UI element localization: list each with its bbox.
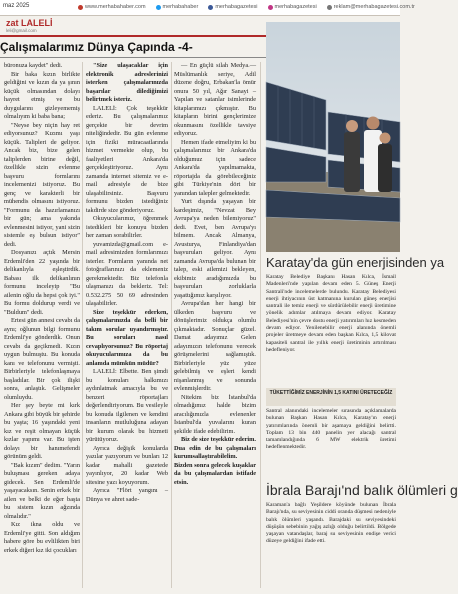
- website-link[interactable]: www.merhabahaber.com: [78, 4, 146, 10]
- column-divider: [82, 62, 83, 588]
- paragraph: — En güçlü silah Medya.— Müslümanlık seriye, Adil düzene doğru, Erbakan'la ömür onura 50 yıl, Ağır Sanayi – Yapılan ve satanlar isimlerinde kitaplarımızı çıkmıştır. Bu kitapların birini gençlerimize okunmasını özellikle tavsiye ediyoruz.: [174, 62, 256, 137]
- paragraph: Kız ikna oldu ve Erdemli'ye gitti. Son aldığım habere göre bu evlilikten biri erkek diğeri kız iki çocukları: [4, 521, 80, 554]
- story-body-continued: Santral alanındaki incelemeler sırasında açıklamalarda bulunan Başkan Hasan Kılca, Karatay'ın enerji yatırımlarında önemli bir aşamaya geldiğini belirtti. Toplam 13 bin 440 panelin yer alacağı santral tamamlandığında 6 MW elektrik üretimi hedeflenmektedir.: [266, 408, 396, 451]
- paragraph: Okuyucularımız, öğrenmek istedikleri bir konuyu bizden her zaman sorabilirler.: [86, 215, 168, 239]
- facebook-icon: [208, 5, 213, 10]
- news-story-dam: [266, 482, 458, 582]
- paragraph: Nitekim biz İstanbul'da olmadığımız halde bizim aracılığımızla evlenenler İstanbul'da yuvalarını kuran şekilde ifade edebilirim.: [174, 393, 256, 435]
- paragraph: Size teşekkür ederken, çalışmalarınızda da belli bir takım sorular uyandırmıştır. Bu soruları nasıl cevaplıyorsunuz? Bu röportaj okuyucularımıza da bu anlamda mümkün müdür?: [86, 308, 168, 367]
- article-column-1: [4, 62, 80, 590]
- paragraph: Ayrıca "Flört yangını – Dünya ve ahret sade-: [86, 487, 168, 503]
- paragraph: Biz de size teşekkür ederim. Dua edin de bu çalışmaları kurumsallaştırabilelim. Bizden sonra gelecek kuşaklar da bu çalışmalardan istifade etsin.: [174, 436, 256, 486]
- email-link[interactable]: reklam@merhabagazetesi.com.tr: [327, 4, 415, 10]
- paragraph: Hemen ifade etmeliyim ki bu çalışmalarımız bir Ankara'da olduğumuz için sadece Ankara'da yapılmamakta, röportajda da görebileceğiniz gibi Türkiye'nin dört bir yanından talepler gelmektedir.: [174, 138, 256, 197]
- column-divider: [260, 62, 261, 588]
- x-icon: [156, 5, 161, 10]
- column-divider: [171, 62, 172, 588]
- top-bar: [0, 0, 415, 16]
- paragraph: Dosyanızı açtık Mersin Erdemli'den 22 yaşında bir delikanlıyla eşleştirdik. Babası ilk delikanlının formunu inceleyip "Bu ailenin oğlu da hepsi çok iyi." Bu formu doldurup verdi ve "Buldum" dedi.: [4, 249, 80, 316]
- subheading-box: [266, 388, 396, 406]
- twitter-link[interactable]: merhabahaber: [156, 4, 199, 10]
- paragraph: Her şey beyte mi kırk Ankara gibi büyük bir şehirde bu yaşta; 16 yaşındaki yeni kız ve reşit olmayan küçük kızlar yapımı var. Bu işten dolayı bir hanımefendi görünüm geldi.: [4, 402, 80, 460]
- article-column-3: [174, 62, 256, 590]
- issue-date: maz 2025: [3, 3, 30, 9]
- mail-icon: [327, 5, 332, 10]
- paragraph: "Size ulaşacaklar için elektronik adreslerinizi isterken çalışmalarınızda başarılar dilediğimizi belirtmek isteriz.: [86, 62, 168, 103]
- paragraph: Avrupa'dan her hangi bir ülkeden başvuru ve dönüşlerimiz oldukça olumlu çıkmaktadır. Sonuçlar güzel. Damat adayımız Gelen adayımızın telefonunu verecek görüşmelerini sağlamıştık. Birbirleriyle yüz yüze gelebilmiş ve eşleri kendi nişanlanmış ve sonunda evlenmişlerdir.: [174, 300, 256, 392]
- red-rule: [0, 35, 270, 37]
- paragraph: "Neyse bey niçin hay ret ediyorsunuz? Kızımı yaşı küçük. Talipleri de geliyor. Ancak biz, bize gelen taliplerden birine değil, özellikle sizin evlenme başvuru formlarını incelemenizi istiyoruz. Bu genç ve karakterli bir mühendis olmasını istiyoruz. "Formunu da hazırlamanızı bir gün; ama yakında evlenmesini istiyor, yani sizin sistemle eş bulsun istiyor" dedi.: [4, 121, 80, 248]
- paragraph: "Bak kızım" dedim. "Yarın buluşması gereken adaya gidecek. Sen Erdemli'de yaşayacaksın. Senin erkek bir ailen ve belki de eğer başta bu sistem kızın ağzında olmalıdır.": [4, 461, 80, 520]
- author-block: [0, 18, 70, 33]
- story-headline: İbrala Barajı'nd balık ölümleri g: [266, 482, 458, 498]
- headline-rule: [0, 57, 270, 58]
- contact-links: [78, 4, 415, 10]
- author-email: leli@gmail.com: [6, 28, 37, 33]
- instagram-link[interactable]: merhabagazetesi: [268, 4, 317, 10]
- column-headline: Çalışmalarımız Dünya Çapında -4-: [0, 40, 193, 54]
- author-name: zat LALELİ: [6, 18, 53, 28]
- subheading: TÜKETTİĞİMİZ ENERJİNİN 1,5 KATINI ÜRETECEĞİZ: [269, 390, 393, 396]
- globe-icon: [78, 5, 83, 10]
- paragraph: Ayrıca değişik konularda yazılar yazıyorum ve bunları 12 kadar mahalli gazetede yayınlıyor, 20 kadar Web sitesine yazı koyuyorum.: [86, 444, 168, 486]
- article-column-2: [86, 62, 168, 590]
- story-body: Karaman'a bağlı Yeşildere köyünde bulunan İbrala Barajı'nda, su seviyesinin ciddi oranda düşmesi nedeniyle balık ölümleri yaşandı. Barajdaki su seviyesindeki düşüşün sebebinin yağış azlığı olduğu belirtildi. Bölgede yaşayan vatandaşlar, baraj su seviyesinin endişe verici düzeye geldiğini ifade etti.: [266, 502, 396, 545]
- paragraph: yuvamizda@gmail.com e-mail adresimizden formlarımızı isterler. Formların yanında net fotoğraflarınızı da eklemeniz gerekmektedir. Biz telefonla ulaşmanızı da bekleriz. Tel: 0.532.275 50 69 adresinden ulaşabilirler.: [86, 240, 168, 307]
- story-text: Karatay Belediye Başkanı Hasan Kılca, İsmail Madenleri'nde yapılan devam eden 5. Güneş Enerji Santrali'nde incelemelerde bulundu. Karatay Belediyesi enerji ihtiyacının üst katmanına kurulan güneş enerjisi santrali ile temiz enerji ve sürdürülebilir enerji üretimine yönelik adımlar atılmaya devam ediyor. Karatay Belediyesi'nin çevre dostu enerji yatırımları hız kesmeden devam ediyor. Yenilenebilir enerji alanında önemli projeler üretmeye devam eden başkan Kılca, 1,5 kilovat kapasiteli santral ile yıllık enerji üretiminin artırılması hedefleniyor.: [266, 274, 396, 353]
- paragraph: Bir baka kızın birlikte geldiğini ve kızın da ya şının küçük olmasından dolayı hayret etmiş ve bu duygularını gizleyememiş olmalıyım ki baba bana;: [4, 70, 80, 120]
- solar-panels-image: [266, 22, 400, 252]
- instagram-icon: [268, 5, 273, 10]
- paragraph: büronuza kaydet" dedi.: [4, 62, 63, 69]
- solar-field-photo: [266, 22, 400, 252]
- paragraph: LALELİ: Elbette. Ben şimdi bu konuları halkımızı aydınlatmak amacıyla bu ve benzeri röportajları değerlendiriyorum. Bu vesileyle bu konuda ilgilenen ve kendini insanların mutluluğuna adayan bir kurum olarak bu hizmeti yürütüyoruz.: [86, 368, 168, 443]
- facebook-link[interactable]: merhabagazetesi: [208, 4, 257, 10]
- paragraph: Ertesi gün annesi cevabı da aynı; oğlunun bilgi formunu Erdemli'ye gönderdik. Onun cevabı da geçikmedi. Kızın uygun bulmuştu. Bu konuda kanı ve telefonunu vermişti. Birbirleriyle telefonlaşmaya başladılar. Bir çok ilişki sonra, anlaştık. Gelişmeler olumluydu.: [4, 317, 80, 401]
- paragraph: Yurt dışında yaşayan bir kardeşimiz, "Nevzat Bey Avrupa'ya neden bilemiyoruz" dedi. Evet, ben Avrupa'yı bilmem. Ancak Almanya, Avusturya, Finlandiya'dan başvuruları geliyor. Aynı zamanda Avrupa'da bulunan bir talep, eski ailemizi bekleyen, ekibimiz aradığımızda bu başvuruları zorluklarla yaşattığımız karşılıyor.: [174, 198, 256, 299]
- paragraph: LALELİ: Çok teşekkür ederiz. Bu çalışmalarımız gerçekte bir devrim niteliğindedir. Bu gün evlenme için fiziki müracaatlarında hizmet vermekte olup, bu faaliyetleri Ankara'da gerçekleştiriyoruz. Aynı zamanda internet sitemiz ve e-mail adresiyle de bize ulaşabilirsiniz. Başvuru formunu bizden istediğiniz takdirde size gönderiyoruz.: [86, 104, 168, 214]
- story-headline: Karatay'da gün enerjisinden ya: [266, 255, 445, 270]
